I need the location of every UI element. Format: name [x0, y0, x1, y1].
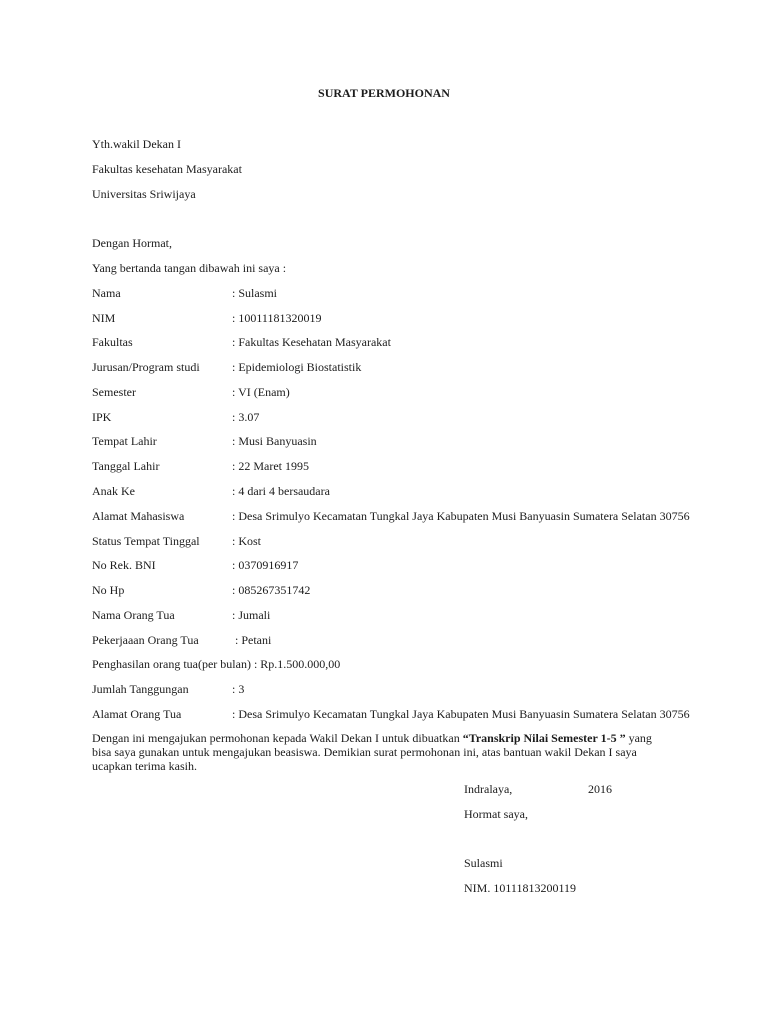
- field-label: IPK: [92, 410, 112, 424]
- field-label: Anak Ke: [92, 484, 135, 498]
- field-label: Alamat Orang Tua: [92, 707, 182, 721]
- signer-name: Sulasmi: [464, 856, 503, 870]
- field-label: NIM: [92, 311, 116, 325]
- body-text: yang bisa saya gunakan untuk mengajukan beasiswa. Demikian surat permohonan ini, atas bantuan wakil Dekan I saya ucapkan terima kasih.: [92, 731, 652, 773]
- field-label: Semester: [92, 385, 136, 399]
- field-value: : Kost: [232, 534, 262, 548]
- recipient-line: Yth.wakil Dekan I: [92, 137, 181, 151]
- intro-text: Yang bertanda tangan dibawah ini saya :: [92, 261, 287, 275]
- field-value: : Epidemiologi Biostatistik: [232, 360, 362, 374]
- field-value: : Fakultas Kesehatan Masyarakat: [232, 335, 391, 349]
- field-value: : Desa Srimulyo Kecamatan Tungkal Jaya Kabupaten Musi Banyuasin Sumatera Selatan 30756: [232, 509, 690, 523]
- field-value: : Jumali: [232, 608, 271, 622]
- field-value: : 22 Maret 1995: [232, 459, 309, 473]
- field-label: Fakultas: [92, 335, 133, 349]
- document-title: SURAT PERMOHONAN: [318, 86, 450, 100]
- field-value: : 10011181320019: [232, 311, 322, 325]
- field-label: Alamat Mahasiswa: [92, 509, 185, 523]
- field-label: Nama: [92, 286, 121, 300]
- field-value: : 0370916917: [232, 558, 299, 572]
- field-value: : 4 dari 4 bersaudara: [232, 484, 330, 498]
- field-label: Tempat Lahir: [92, 434, 157, 448]
- field-value: : 3.07: [232, 410, 260, 424]
- body-text: Dengan ini mengajukan permohonan kepada Wakil Dekan I untuk dibuatkan: [92, 731, 463, 745]
- field-row-penghasilan: [92, 657, 340, 672]
- field-label: Tanggal Lahir: [92, 459, 160, 473]
- closing-text: Hormat saya,: [464, 807, 528, 821]
- body-emphasis: “Transkrip Nilai Semester 1-5 ”: [462, 731, 626, 745]
- place-text: Indralaya,: [464, 782, 513, 796]
- recipient-line: Universitas Sriwijaya: [92, 187, 196, 201]
- field-value: : Desa Srimulyo Kecamatan Tungkal Jaya Kabupaten Musi Banyuasin Sumatera Selatan 30756: [232, 707, 690, 721]
- field-label: Jurusan/Program studi: [92, 360, 200, 374]
- body-paragraph: [92, 731, 672, 773]
- greeting: Dengan Hormat,: [92, 236, 172, 250]
- field-label: Jumlah Tanggungan: [92, 682, 189, 696]
- signer-nim: NIM. 10111813200119: [464, 881, 576, 895]
- field-label: Nama Orang Tua: [92, 608, 175, 622]
- field-value: : VI (Enam): [232, 385, 290, 399]
- field-value: : Petani: [232, 633, 272, 647]
- field-value: : Musi Banyuasin: [232, 434, 317, 448]
- field-label: Status Tempat Tinggal: [92, 534, 200, 548]
- field-value: : 3: [232, 682, 245, 696]
- year-text: 2016: [588, 782, 612, 796]
- field-value: Penghasilan orang tua(per bulan) : Rp.1.500.000,00: [92, 657, 341, 671]
- field-label: No Rek. BNI: [92, 558, 156, 572]
- recipient-line: Fakultas kesehatan Masyarakat: [92, 162, 242, 176]
- field-value: : Sulasmi: [232, 286, 278, 300]
- field-label: Pekerjaaan Orang Tua: [92, 633, 199, 647]
- field-label: No Hp: [92, 583, 125, 597]
- field-value: : 085267351742: [232, 583, 311, 597]
